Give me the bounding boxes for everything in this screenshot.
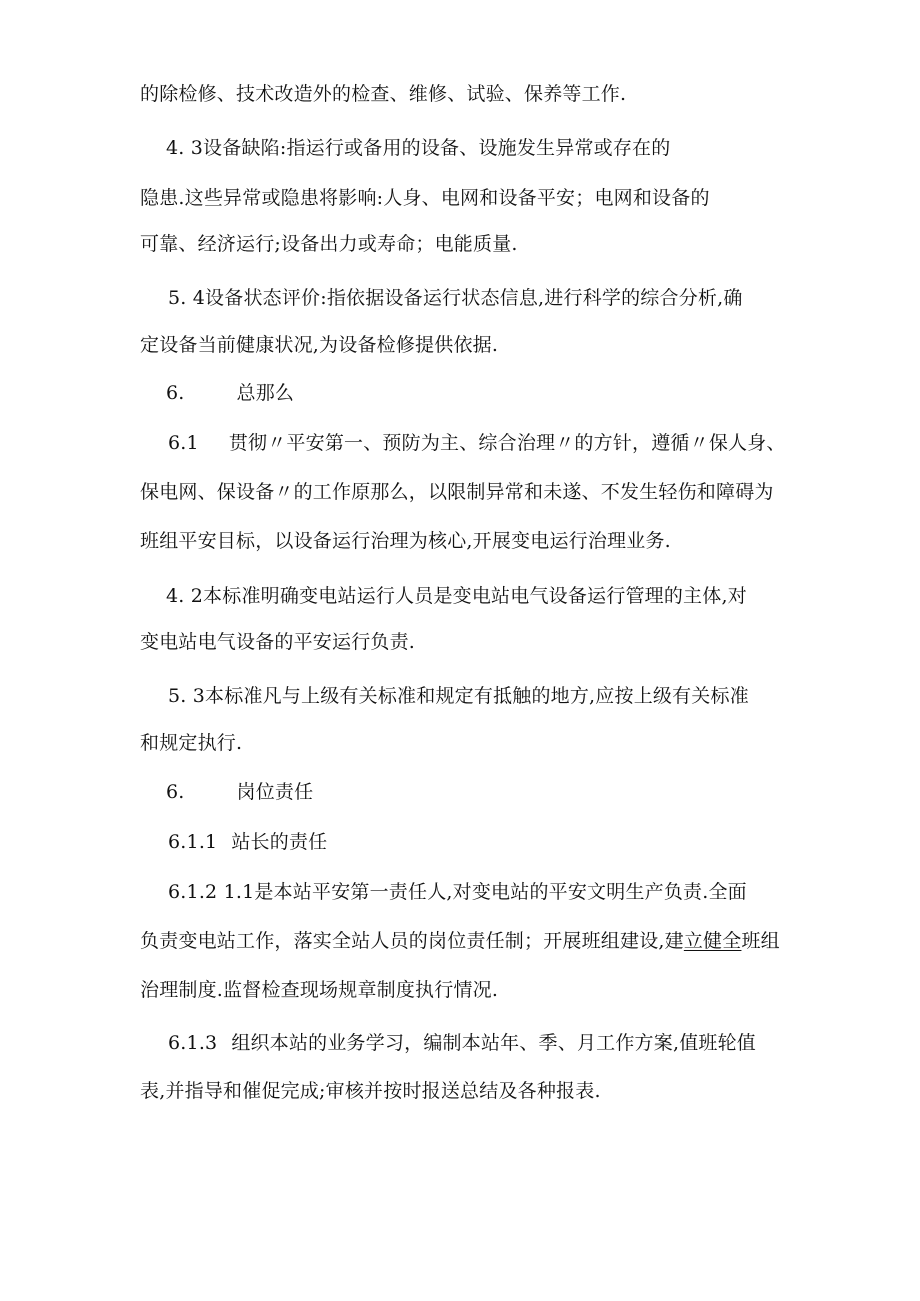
section-number: 6. bbox=[166, 382, 185, 404]
paragraph-text: 贯彻〃平安第一、预防为主、综合治理〃的方针，遵循〃保人身、 bbox=[228, 432, 786, 454]
section-6-1-2-paragraph: 6.1.2 1.1是本站平安第一责任人,对变电站的平安文明生产负责.全面 bbox=[168, 881, 747, 903]
section-number: 6.1.1 bbox=[168, 831, 218, 853]
section-4-3-definition: 4. 3设备缺陷:指运行或备用的设备、设施发生异常或存在的 bbox=[166, 137, 671, 159]
underlined-text: 立健全 bbox=[683, 930, 742, 952]
section-number: 6. bbox=[166, 781, 185, 803]
text-line: 班组平安目标，以设备运行治理为核心,开展变电运行治理业务. bbox=[140, 530, 671, 552]
section-6-1-3-paragraph bbox=[168, 1031, 756, 1055]
section-number: 6.1 bbox=[168, 432, 199, 454]
text-line: 可靠、经济运行;设备出力或寿命；电能质量. bbox=[140, 233, 518, 255]
text-line: 表,并指导和催促完成;审核并按时报送总结及各种报表. bbox=[140, 1080, 601, 1102]
paragraph-text: 组织本站的业务学习，编制本站年、季、月工作方案,值班轮值 bbox=[231, 1032, 757, 1054]
section-6-1-paragraph bbox=[168, 431, 786, 455]
section-title: 总那么 bbox=[236, 382, 295, 404]
text-line: 隐患.这些异常或隐患将影响:人身、电网和设备平安；电网和设备的 bbox=[140, 187, 710, 209]
text-line: 保电网、保设备〃的工作原那么，以限制异常和未遂、不发生轻伤和障碍为 bbox=[140, 481, 774, 503]
text-line: 的除检修、技术改造外的检查、维修、试验、保养等工作. bbox=[140, 83, 627, 105]
section-heading-responsibility bbox=[166, 780, 313, 804]
section-4-2-paragraph: 4. 2本标准明确变电站运行人员是变电站电气设备运行管理的主体,对 bbox=[166, 585, 747, 607]
text-line bbox=[140, 929, 780, 953]
text-line: 和规定执行. bbox=[140, 732, 243, 754]
section-5-3-paragraph: 5. 3本标准凡与上级有关标准和规定有抵触的地方,应按上级有关标准 bbox=[168, 685, 749, 707]
text-fragment: 班组 bbox=[741, 930, 780, 952]
text-line: 治理制度.监督检查现场规章制度执行情况. bbox=[140, 979, 499, 1001]
section-title: 岗位责任 bbox=[236, 781, 314, 803]
section-heading-general bbox=[166, 381, 294, 405]
section-number: 6.1.3 bbox=[168, 1032, 218, 1054]
section-title: 站长的责任 bbox=[231, 831, 328, 853]
section-6-1-1-heading bbox=[168, 830, 327, 854]
text-line: 定设备当前健康状况,为设备检修提供依据. bbox=[140, 334, 499, 356]
text-fragment: 负责变电站工作，落实全站人员的岗位责任制；开展班组建设,建 bbox=[140, 930, 684, 952]
section-5-4-definition: 5. 4设备状态评价:指依据设备运行状态信息,进行科学的综合分析,确 bbox=[168, 287, 743, 309]
text-line: 变电站电气设备的平安运行负责. bbox=[140, 631, 416, 653]
